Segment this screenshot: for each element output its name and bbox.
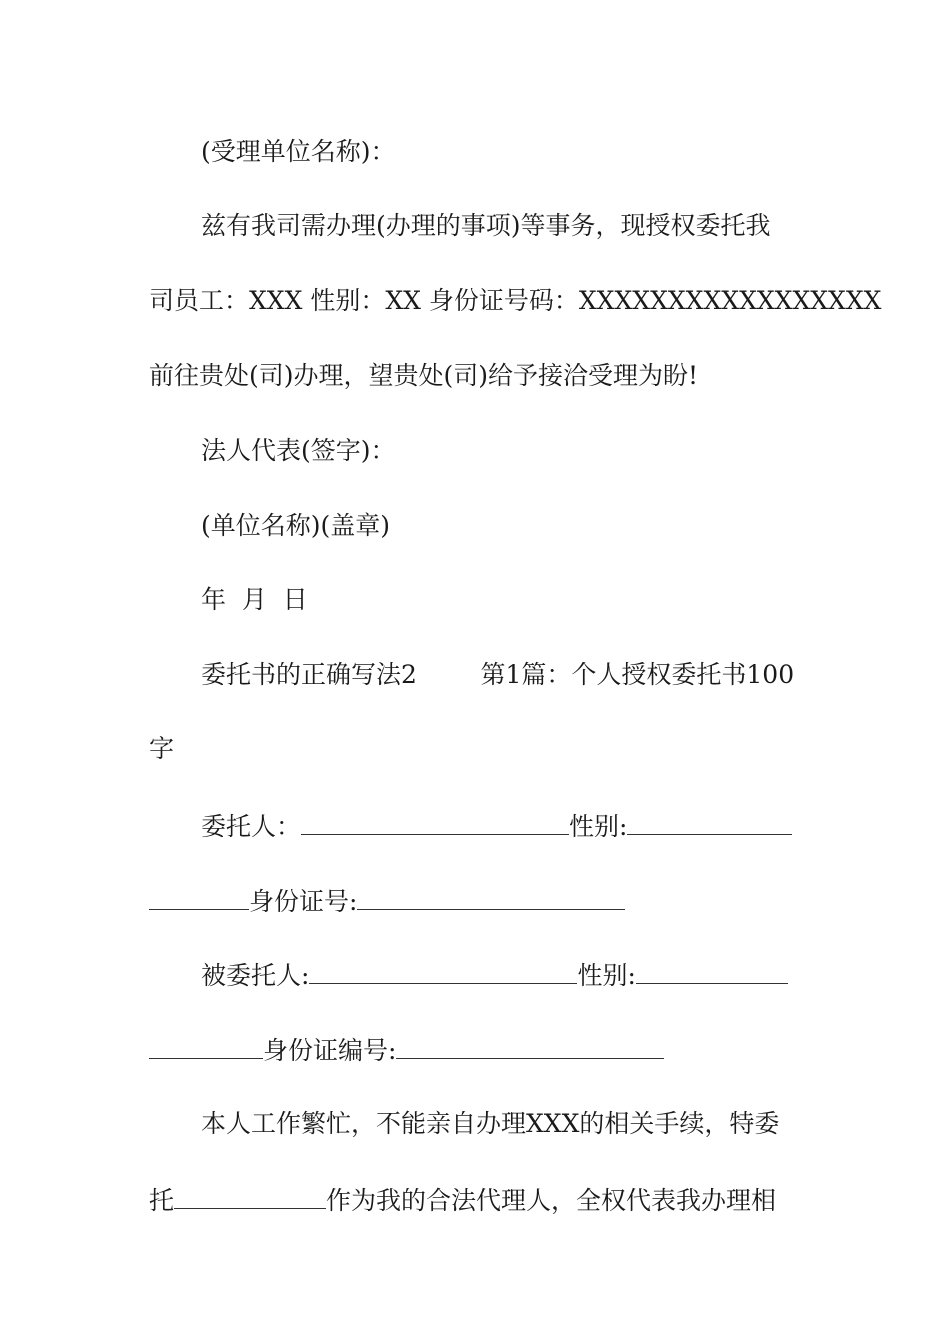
agent-id-blank[interactable] [396,1034,664,1059]
seal-line: (单位名称)(盖章) [201,511,391,540]
agent-row [201,959,788,991]
body-paragraph-line: 本人工作繁忙，不能亲自办理XXX的相关手续，特委 [201,1109,780,1138]
addressee-line: (受理单位名称)： [201,137,396,166]
body-paragraph-line: 兹有我司需办理(办理的事项)等事务，现授权委托我 [201,211,771,240]
agent-id-row [149,1034,664,1066]
gender-label: 性别: [569,812,628,841]
agent-gender-blank-continued[interactable] [149,1034,263,1059]
gender-blank-continued[interactable] [149,885,249,910]
agent-gender-label: 性别: [577,961,636,990]
principal-id-row [149,885,625,917]
body-paragraph-line: 司员工：XXX 性别：XX 身份证号码：XXXXXXXXXXXXXXXXX [149,286,882,315]
id-number-blank[interactable] [357,885,625,910]
gender-blank[interactable] [627,810,792,835]
principal-row [201,810,792,842]
body-suffix: 作为我的合法代理人，全权代表我办理相 [326,1186,777,1215]
body-paragraph-line [149,1184,776,1216]
body-prefix: 托 [149,1186,175,1215]
agent-fill-blank[interactable] [174,1184,326,1209]
signature-line: 法人代表(签字)： [201,436,396,465]
body-paragraph-line: 前往贵处(司)办理，望贵处(司)给予接洽受理为盼! [149,361,699,390]
agent-name-blank[interactable] [309,959,577,984]
principal-label: 委托人： [201,812,302,841]
principal-name-blank[interactable] [301,810,569,835]
section-heading-continued: 字 [149,734,175,763]
date-line: 年 月 日 [201,585,308,614]
section-heading: 委托书的正确写法2 第1篇：个人授权委托书100 [201,660,795,689]
agent-label: 被委托人: [201,961,310,990]
agent-id-label: 身份证编号: [263,1036,397,1065]
id-label: 身份证号: [249,887,358,916]
agent-gender-blank[interactable] [636,959,788,984]
